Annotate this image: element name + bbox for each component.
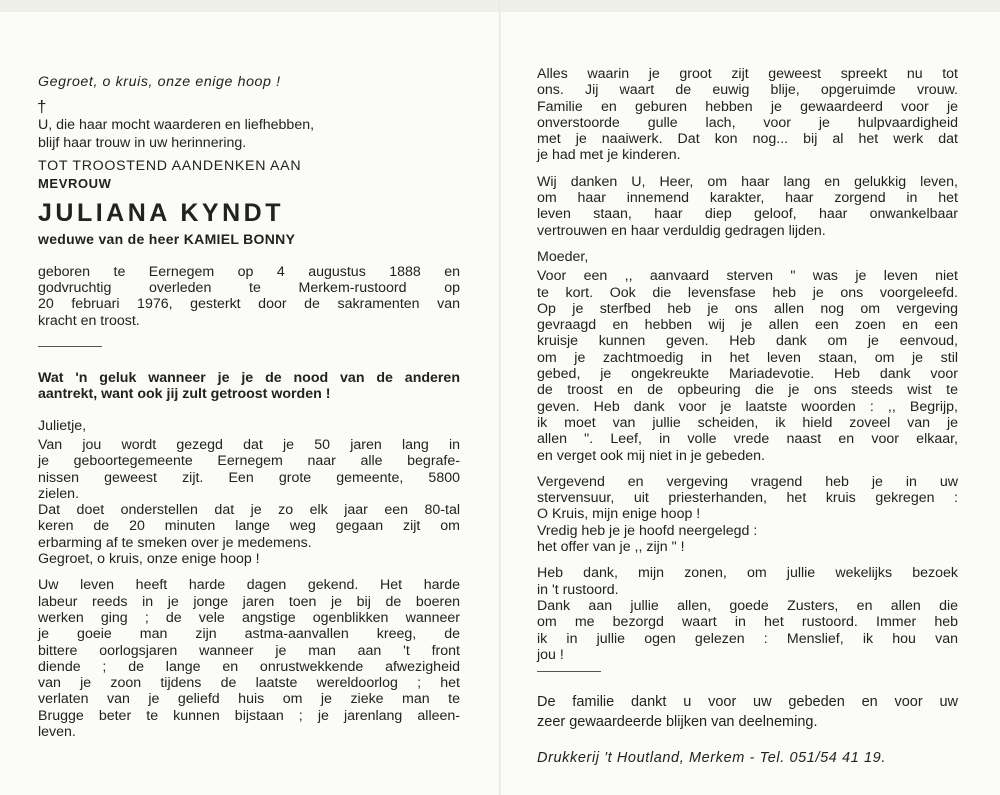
paragraph-memories: Alles waarin je groot zijt geweest spreekt nu tot ons. Jij waart de euwig blije, opgeruimde vrouw. Familie en geburen hebben je gewaardeerd voor je onverstoorde gulle lach, voor je hulpvaardigheid met je naaiwerk. Dat kon nog... bij al het werk dat je had met je kinderen. <box>537 66 958 164</box>
salutation-moeder: Moeder, <box>537 248 589 265</box>
printer-credit: Drukkerij 't Houtland, Merkem - Tel. 051/54 41 19. <box>537 750 886 767</box>
cross-icon: † <box>37 97 47 117</box>
paragraph-hard-days: Uw leven heeft harde dagen gekend. Het harde labeur reeds in je jonge jaren toen je bij de boeren werken ging ; de vele angstige ogenblikken wanneer je goeie man zijn astma-aanvallen kreeg, de bittere oorlogsjaren wanneer je man aan 't front diende ; de lange en onrustwekkende afwezigheid van je zoon tijdens de laatste wereldoorlog ; het verlaten van je geliefd huis om je zieke man te Brugge beter te kunnen bijstaan ; je jarenlang alleen- leven. <box>38 577 460 741</box>
card-fold-line <box>499 0 501 795</box>
left-page <box>38 66 460 740</box>
paragraph-thanks-lord: Wij danken U, Heer, om haar lang en gelukkig leven, om haar innemend karakter, haar zorgend in het leven staan, haar diep geloof, haar onwankelbaar vertrouwen en haar verduldig gedragen lijden. <box>537 173 958 239</box>
paragraph-accepted-death: Voor een ,, aanvaard sterven " was je leven niet te kort. Ook die levensfase heb je ons voorgeleefd. Op je sterfbed heb je ons allen nog om vergeving gevraagd en hebben wij je allen een zoen en een kruisje kunnen geven. Heb dank om je eenvoud, om je zachtmoedig in het leven staan, om je stil gebed, je ongekreukte Mariadevotie. Heb dank voor de troost en de opbeuring die je ons steeds wist te geven. Heb dank voor je laatste woorden : ,, Begrijp, ik moet van jullie scheiden, ik hield zoveel van je allen ". Leef, in volle vrede naast en voor elkaar, en verget ook mij niet in je gebeden. <box>537 268 958 464</box>
opening-prayer: Gegroet, o kruis, onze enige hoop ! <box>38 74 281 90</box>
intro-line: blijf haar trouw in uw herinnering. <box>38 135 247 152</box>
widow-of-line: weduwe van de heer KAMIEL BONNY <box>38 230 296 247</box>
family-thanks: De familie dankt u voor uw gebeden en voor uw zeer gewaardeerde blijken van deelneming. <box>537 694 958 731</box>
memorial-heading: TOT TROOSTEND AANDENKEN AAN <box>38 158 302 175</box>
paragraph-sons-sisters: Heb dank, mijn zonen, om jullie wekelijks bezoek in 't rustoord. Dank aan jullie allen, goede Zusters, en allen die om me bezorgd waart in het rustoord. Immer heb ik in jullie ogen gelezen : Menslief, ik hou van jou ! <box>537 565 958 663</box>
salutation-julietje: Julietje, <box>38 417 87 434</box>
birth-death-paragraph: geboren te Eernegem op 4 augustus 1888 en godvruchtig overleden te Merkem-rustoord op 20 februari 1976, gesterkt door de sakramenten van kracht en troost. <box>38 263 460 329</box>
deceased-name: JULIANA KYNDT <box>38 198 284 227</box>
paragraph-forgiveness: Vergevend en vergeving vragend heb je in uw stervensuur, uit priesterhanden, het kruis gekregen : O Kruis, mijn enige hoop ! Vredig heb je je hoofd neergelegd : het offer van je ,, zijn " ! <box>537 473 958 556</box>
paragraph-funerals: Van jou wordt gezegd dat je 50 jaren lang in je geboortegemeente Eernegem naar alle begrafe- nissen geweest zijt. Een grote gemeente, 5800 zielen. Dat doet onderstellen dat je zo elk jaar een 80-tal keren de 20 minuten lange weg gegaan zijt om erbarming af te smeken over je medemens. Gegroet, o kruis, onze enige hoop ! <box>38 436 460 568</box>
right-page <box>537 66 958 766</box>
bible-quote: Wat 'n geluk wanneer je je de nood van de anderen aantrekt, want ook jij zult getroost worden ! <box>38 370 460 403</box>
honorific-title: MEVROUW <box>38 176 112 192</box>
intro-line: U, die haar mocht waarderen en liefhebben, <box>38 117 315 134</box>
